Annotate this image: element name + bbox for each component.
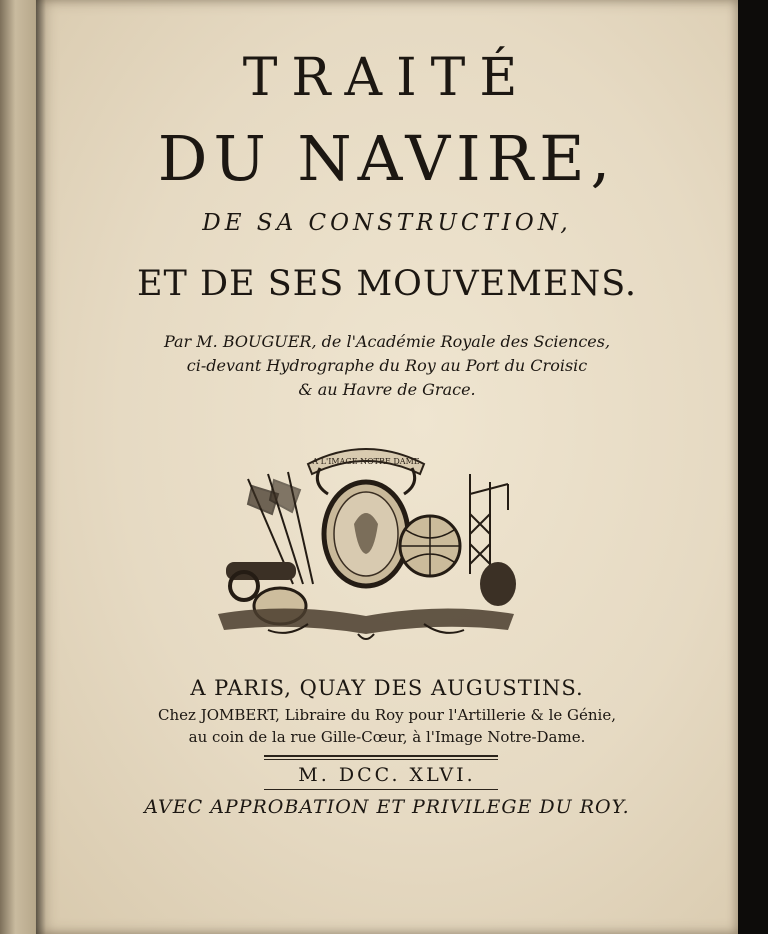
subtitle-line-1: DE SA CONSTRUCTION, xyxy=(202,210,572,236)
subtitle-line-2: ET DE SES MOUVEMENS. xyxy=(136,264,638,304)
title-page xyxy=(36,0,738,934)
printer-vignette-engraving xyxy=(208,434,524,646)
publisher-line-3: au coin de la rue Gille-Cœur, à l'Image Notre-Dame. xyxy=(188,728,586,746)
publisher-line-1: A PARIS, QUAY DES AUGUSTINS. xyxy=(190,676,584,700)
author-line-2: ci-devant Hydrographe du Roy au Port du Croisic xyxy=(186,356,588,375)
rule-upper xyxy=(264,755,498,757)
vignette-ground xyxy=(218,608,514,634)
title-line-2: DU NAVIRE, xyxy=(157,122,617,195)
publisher-line-2: Chez JOMBERT, Libraire du Roy pour l'Artillerie & le Génie, xyxy=(158,706,616,724)
author-line-3: & au Havre de Grace. xyxy=(298,380,476,399)
title-line-1: TRAITÉ xyxy=(242,48,532,108)
approbation-line: AVEC APPROBATION ET PRIVILEGE DU ROY. xyxy=(144,796,630,818)
rule-lower xyxy=(264,789,498,790)
gutter-shadow xyxy=(36,0,46,934)
vignette-cannon xyxy=(226,562,296,580)
rule-upper-thin xyxy=(264,759,498,760)
vignette-crane xyxy=(470,474,508,574)
author-line-1: Par M. BOUGUER, de l'Académie Royale des Sciences, xyxy=(163,332,611,351)
publication-date: M. DCC. XLVI. xyxy=(298,764,476,786)
vignette-banner-text: A L'IMAGE NOTRE DAME xyxy=(312,457,420,466)
vignette-mortar xyxy=(480,562,516,606)
